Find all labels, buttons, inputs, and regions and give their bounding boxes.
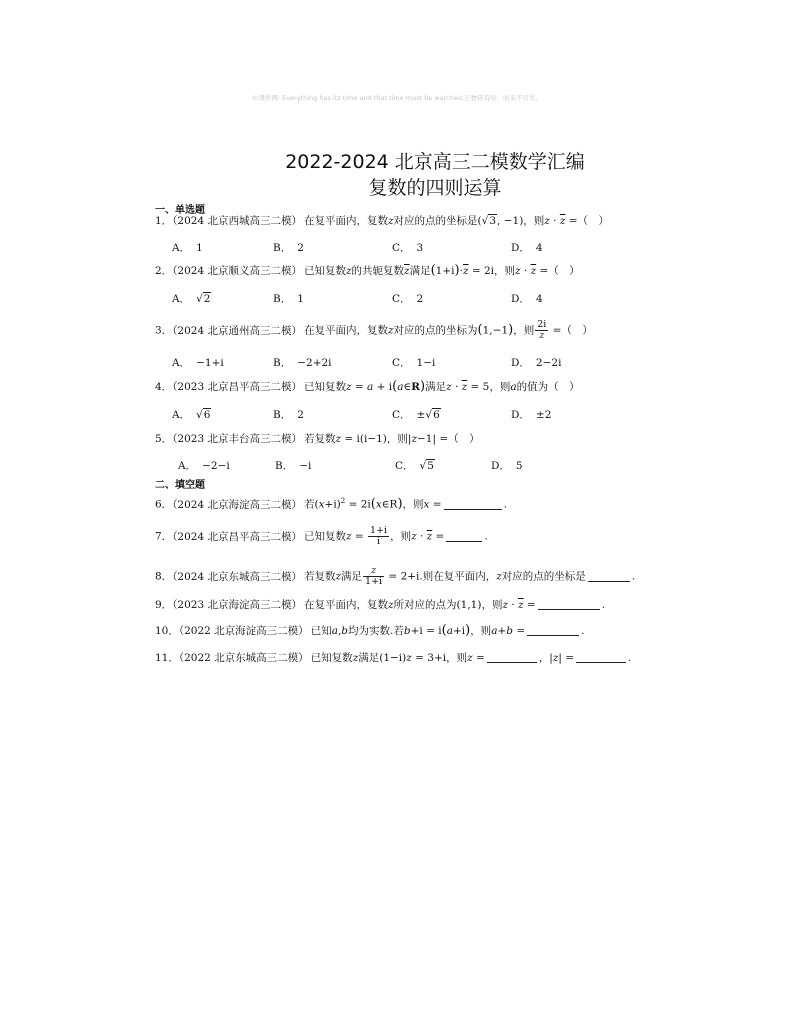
options-row [0, 407, 794, 423]
option-a[interactable]: A． −2−i [178, 460, 230, 472]
question-number: 11． [155, 652, 179, 664]
question-source: （2024 北京西城高三二模） [172, 215, 302, 227]
option-b[interactable]: B． −2+2i [273, 357, 332, 369]
fraction: $\frac{2i}{z}$ [537, 319, 547, 341]
question-number: 4． [155, 381, 173, 393]
answer-blank[interactable] [576, 651, 626, 663]
question-6: 6．（2024 北京海淀高三二模） 若$(x+i)^2$ = 2i(x∈R)，则x = . [155, 496, 507, 512]
option-a[interactable]: A． √6 [172, 409, 211, 421]
answer-blank[interactable] [444, 498, 502, 510]
question-5: 5．（2023 北京丰台高三二模） 若复数z = i(i−1)，则|z−1| =（ ） [155, 433, 480, 445]
question-11: 11．（2022 北京东城高三二模） 已知复数z满足(1−i)z = 3+i，则z = ，|z| = . [155, 652, 632, 664]
section-heading-single-choice: 一、单选题 [155, 205, 205, 216]
answer-blank[interactable] [487, 651, 537, 663]
option-a[interactable]: A． −1+i [172, 357, 224, 369]
question-source: （2024 北京昌平高三二模） [172, 530, 302, 543]
question-number: 3． [155, 324, 173, 337]
option-c[interactable]: C． ±√6 [392, 409, 440, 421]
question-source: （2023 北京丰台高三二模） [172, 433, 302, 445]
answer-blank[interactable] [527, 624, 579, 636]
question-source: （2024 北京顺义高三二模） [172, 265, 302, 277]
question-3: 3．（2024 北京通州高三二模） 在复平面内，复数z对应的点的坐标为(1,−1)，则 $\frac{2i}{z}$ =（ ） [155, 319, 593, 341]
options-row [0, 355, 794, 371]
document-subtitle: 复数的四则运算 [368, 177, 502, 199]
question-number: 10． [155, 625, 179, 637]
option-c[interactable]: C． 1−i [392, 357, 436, 369]
question-number: 6． [155, 498, 173, 511]
options-row [0, 458, 794, 474]
answer-blank[interactable] [588, 570, 630, 582]
option-a[interactable]: A． 1 [172, 242, 203, 254]
question-4: 4．（2023 北京昌平高三二模） 已知复数z = a + i(a∈R)满足$z \cdot \overline{z} = 5$，则a的值为（ ） [155, 379, 580, 394]
option-b[interactable]: B． 2 [273, 242, 304, 254]
question-2: 2．（2024 北京顺义高三二模） 已知复数z的共轭复数$\overline{z}$满足$(1+i)\cdot\overline{z} = 2i$，则$z \cdot \overline{z}$ =（ ） [155, 263, 580, 278]
answer-blank[interactable] [538, 598, 600, 610]
question-7: 7．（2024 北京昌平高三二模） 已知复数z = $\frac{1+i}{i}$ ，则$z \cdot \overline{z}$ = . [155, 525, 488, 547]
option-a[interactable]: A． √2 [172, 293, 211, 305]
question-source: （2022 北京海淀高三二模） [178, 625, 309, 637]
option-d[interactable]: D． 2−2i [511, 357, 562, 369]
watermark: ©课件网: Everything has its time and that time must be watched.万物皆有时，时来不可失。 [251, 94, 543, 102]
question-number: 8． [155, 570, 173, 583]
question-10: 10．（2022 北京海淀高三二模） 已知a,b均为实数.若b+i = i(a+i)，则a+b = . [155, 623, 585, 638]
question-number: 1． [155, 215, 173, 227]
option-b[interactable]: B． −i [275, 460, 312, 472]
question-source: （2024 北京通州高三二模） [172, 324, 302, 337]
option-d[interactable]: D． 5 [491, 460, 523, 472]
fraction: $\frac{1+i}{i}$ [370, 525, 388, 547]
question-1: 1．（2024 北京西城高三二模） 在复平面内，复数z对应的点的坐标是(√3, −1)，则$z \cdot \overline{z}$ =（ ） [155, 215, 610, 227]
question-number: 5． [155, 433, 173, 445]
answer-blank[interactable] [446, 530, 482, 542]
question-9: 9．（2023 北京海淀高三二模） 在复平面内，复数z所对应的点为(1,1)，则$z \cdot \overline{z}$ = . [155, 599, 606, 611]
fraction: $\frac{z}{1+i}$ [365, 565, 383, 587]
question-source: （2023 北京海淀高三二模） [172, 599, 302, 611]
question-source: （2022 北京东城高三二模） [178, 652, 309, 664]
document-title: 2022-2024 北京高三二模数学汇编 [285, 151, 585, 173]
option-c[interactable]: C． 3 [392, 242, 424, 254]
option-b[interactable]: B． 1 [273, 293, 304, 305]
question-number: 2． [155, 265, 173, 277]
options-row [0, 240, 794, 256]
options-row [0, 291, 794, 307]
option-c[interactable]: C． √5 [395, 460, 434, 472]
option-d[interactable]: D． 4 [511, 293, 543, 305]
option-d[interactable]: D． 4 [511, 242, 543, 254]
option-b[interactable]: B． 2 [273, 409, 304, 421]
option-d[interactable]: D． ±2 [511, 409, 552, 421]
question-source: （2023 北京昌平高三二模） [172, 381, 302, 393]
option-c[interactable]: C． 2 [392, 293, 424, 305]
question-8: 8．（2024 北京东城高三二模） 若复数z满足 $\frac{z}{1+i}$ = 2+i.则在复平面内，z对应的点的坐标是 . [155, 565, 636, 587]
section-heading-fill-in: 二、填空题 [155, 480, 205, 491]
question-number: 9． [155, 599, 173, 611]
question-source: （2024 北京海淀高三二模） [172, 498, 302, 511]
question-source: （2024 北京东城高三二模） [172, 570, 302, 583]
question-number: 7． [155, 530, 173, 543]
